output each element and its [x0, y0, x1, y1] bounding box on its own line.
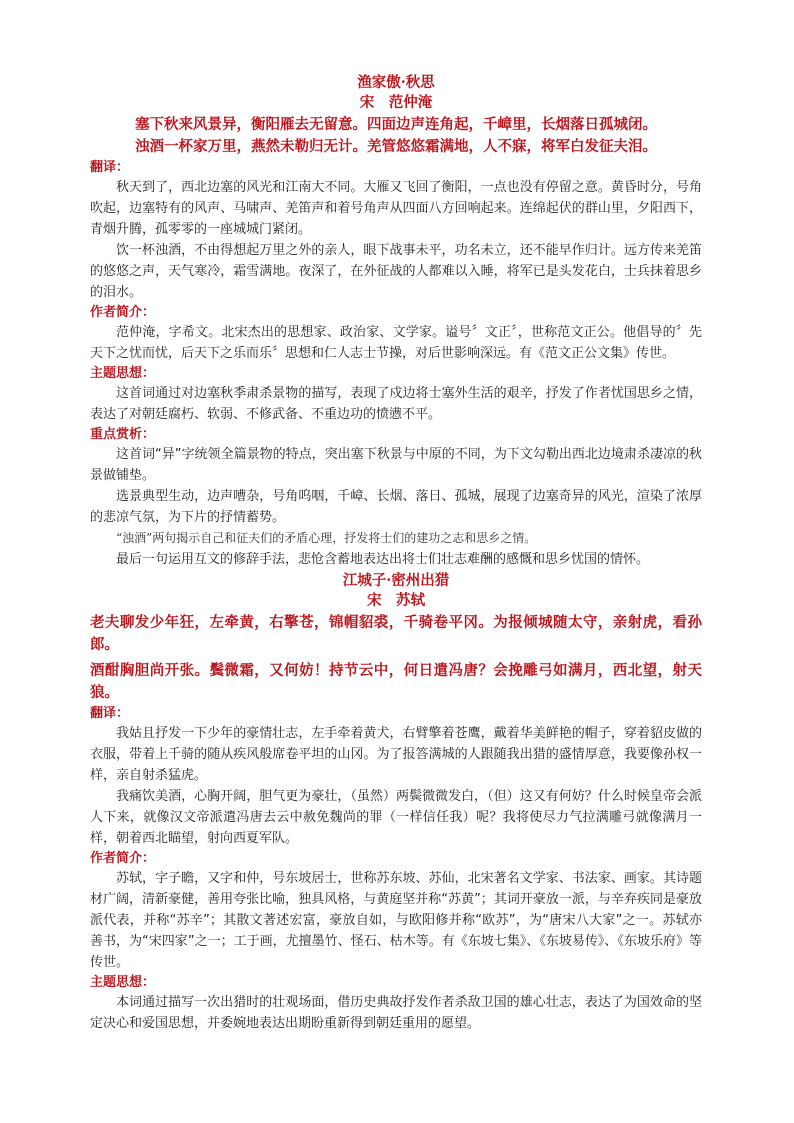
poem1-title: 渔家傲·秋思 [357, 74, 435, 91]
poem1-appreciation-para-2: 选景典型生动，边声嘈杂，号角呜咽，千嶂、长烟、落日、孤城，展现了边塞奇异的风光，渲染了浓厚的悲凉气氛，为下片的抒情蓄势。 [90, 489, 702, 525]
poem1-last-para: 最后一句运用互文的修辞手法，悲怆含蓄地表达出将士们壮志难酬的感慨和思乡忧国的情怀。 [116, 552, 650, 567]
poem1-author-heading: 作者简介： [90, 305, 156, 320]
poem1-line-1: 塞下秋来风景异，衡阳雁去无留意。四面边声连角起，千嶂里，长烟落日孤城闭。 [135, 116, 657, 133]
poem1-theme-heading: 主题思想： [90, 366, 156, 381]
poem1-author-intro: 范仲淹，字希文。北宋杰出的思想家、政治家、文学家。谥号〞文正〞，世称范文正公。他倡导的〞先天下之忧而忧，后天下之乐而乐〞思想和仁人志士节操，对后世影响深远。有《范文正公文集》传世。 [90, 325, 702, 361]
poem2-theme-heading: 主题思想： [90, 975, 156, 990]
poem1-author: 宋 范仲淹 [359, 95, 433, 111]
poem2-author-heading: 作者简介： [90, 851, 156, 866]
poem1-translation-heading: 翻译： [90, 160, 130, 175]
poem1-translation-para-1: 秋天到了，西北边塞的风光和江南大不同。大雁又飞回了衡阳，一点也没有停留之意。黄昏时分，号角吹起，边塞特有的风声、马啸声、羌笛声和着号角声从四面八方回响起来。连绵起伏的群山里，夕阳西下，青烟升腾，孤零零的一座城城门紧闭。 [90, 180, 702, 237]
poem1-translation-para-2: 饮一杯浊酒，不由得想起万里之外的亲人，眼下战事未平，功名未立，还不能早作归计。远方传来羌笛的悠悠之声，天气寒冷，霜雪满地。夜深了，在外征战的人都难以入睡，将军已是头发花白，士兵抹着思乡的泪水。 [90, 243, 702, 300]
poem1-theme: 这首词通过对边塞秋季肃杀景物的描写，表现了戍边将士塞外生活的艰辛，抒发了作者忧国思乡之情，表达了对朝廷腐朽、软弱、不修武备、不重边功的愤懑不平。 [90, 386, 702, 422]
poem2-theme: 本词通过描写一次出猎时的壮观场面，借历史典故抒发作者杀敌卫国的雄心壮志，表达了为国效命的坚定决心和爱国思想，并委婉地表达出期盼重新得到朝廷重用的愿望。 [90, 995, 702, 1031]
poem2-translation-para-1: 我姑且抒发一下少年的豪情壮志，左手牵着黄犬，右臂擎着苍鹰，戴着华美鲜艳的帽子，穿着貂皮做的衣服，带着上千骑的随从疾风般席卷平坦的山冈。为了报答满城的人跟随我出猎的盛情厚意，我要像孙权一样，亲自射杀猛虎。 [90, 726, 702, 783]
poem2-author: 宋 苏轼 [367, 593, 425, 609]
poem2-line-2: 酒酣胸胆尚开张。鬓微霜，又何妨！持节云中，何日遣冯唐？会挽雕弓如满月，西北望，射天狼。 [90, 662, 702, 701]
poem1-line-2: 浊酒一杯家万里，燕然未勒归无计。羌管悠悠霜满地，人不寐，将军白发征夫泪。 [135, 138, 657, 155]
document-page [90, 72, 702, 1034]
poem1-appreciation-heading: 重点赏析： [90, 427, 156, 442]
poem2-author-intro: 苏轼，字子瞻，又字和仲，号东坡居士，世称苏东坡、苏仙，北宋著名文学家、书法家、画家。其诗题材广阔，清新豪健，善用夸张比喻，独具风格，与黄庭坚并称“苏黄”；其词开豪放一派，与辛弃疾同是豪放派代表，并称“苏辛”；其散文著述宏富，豪放自如，与欧阳修并称“欧苏”，为“唐宋八大家”之一。苏轼亦善书，为“宋四家”之一；工于画，尤擅墨竹、怪石、枯木等。有《东坡七集》、《东坡易传》、《东坡乐府》等传世。 [90, 871, 702, 970]
poem2-translation-para-2: 我痛饮美酒，心胸开阔，胆气更为豪壮，（虽然）两鬓微微发白，（但）这又有何妨？什么时候皇帝会派人下来，就像汉文帝派遣冯唐去云中赦免魏尚的罪（一样信任我）呢？我将使尽力气拉满雕弓就像满月一样，朝着西北瞄望，射向西夏军队。 [90, 789, 702, 846]
poem2-line-1: 老夫聊发少年狂，左牵黄，右擎苍，锦帽貂裘，千骑卷平冈。为报倾城随太守，亲射虎，看孙郎。 [90, 614, 702, 653]
poem1-note: “浊酒”两句揭示自己和征夫们的矛盾心理，抒发将士们的建功之志和思乡之情。 [116, 531, 537, 545]
poem2-translation-heading: 翻译： [90, 706, 130, 721]
poem2-title: 江城子·密州出猎 [342, 572, 450, 589]
poem1-appreciation-para-1: 这首词“异”字统领全篇景物的特点，突出塞下秋景与中原的不同，为下文勾勒出西北边境肃杀凄凉的秋景做铺垫。 [90, 447, 702, 483]
